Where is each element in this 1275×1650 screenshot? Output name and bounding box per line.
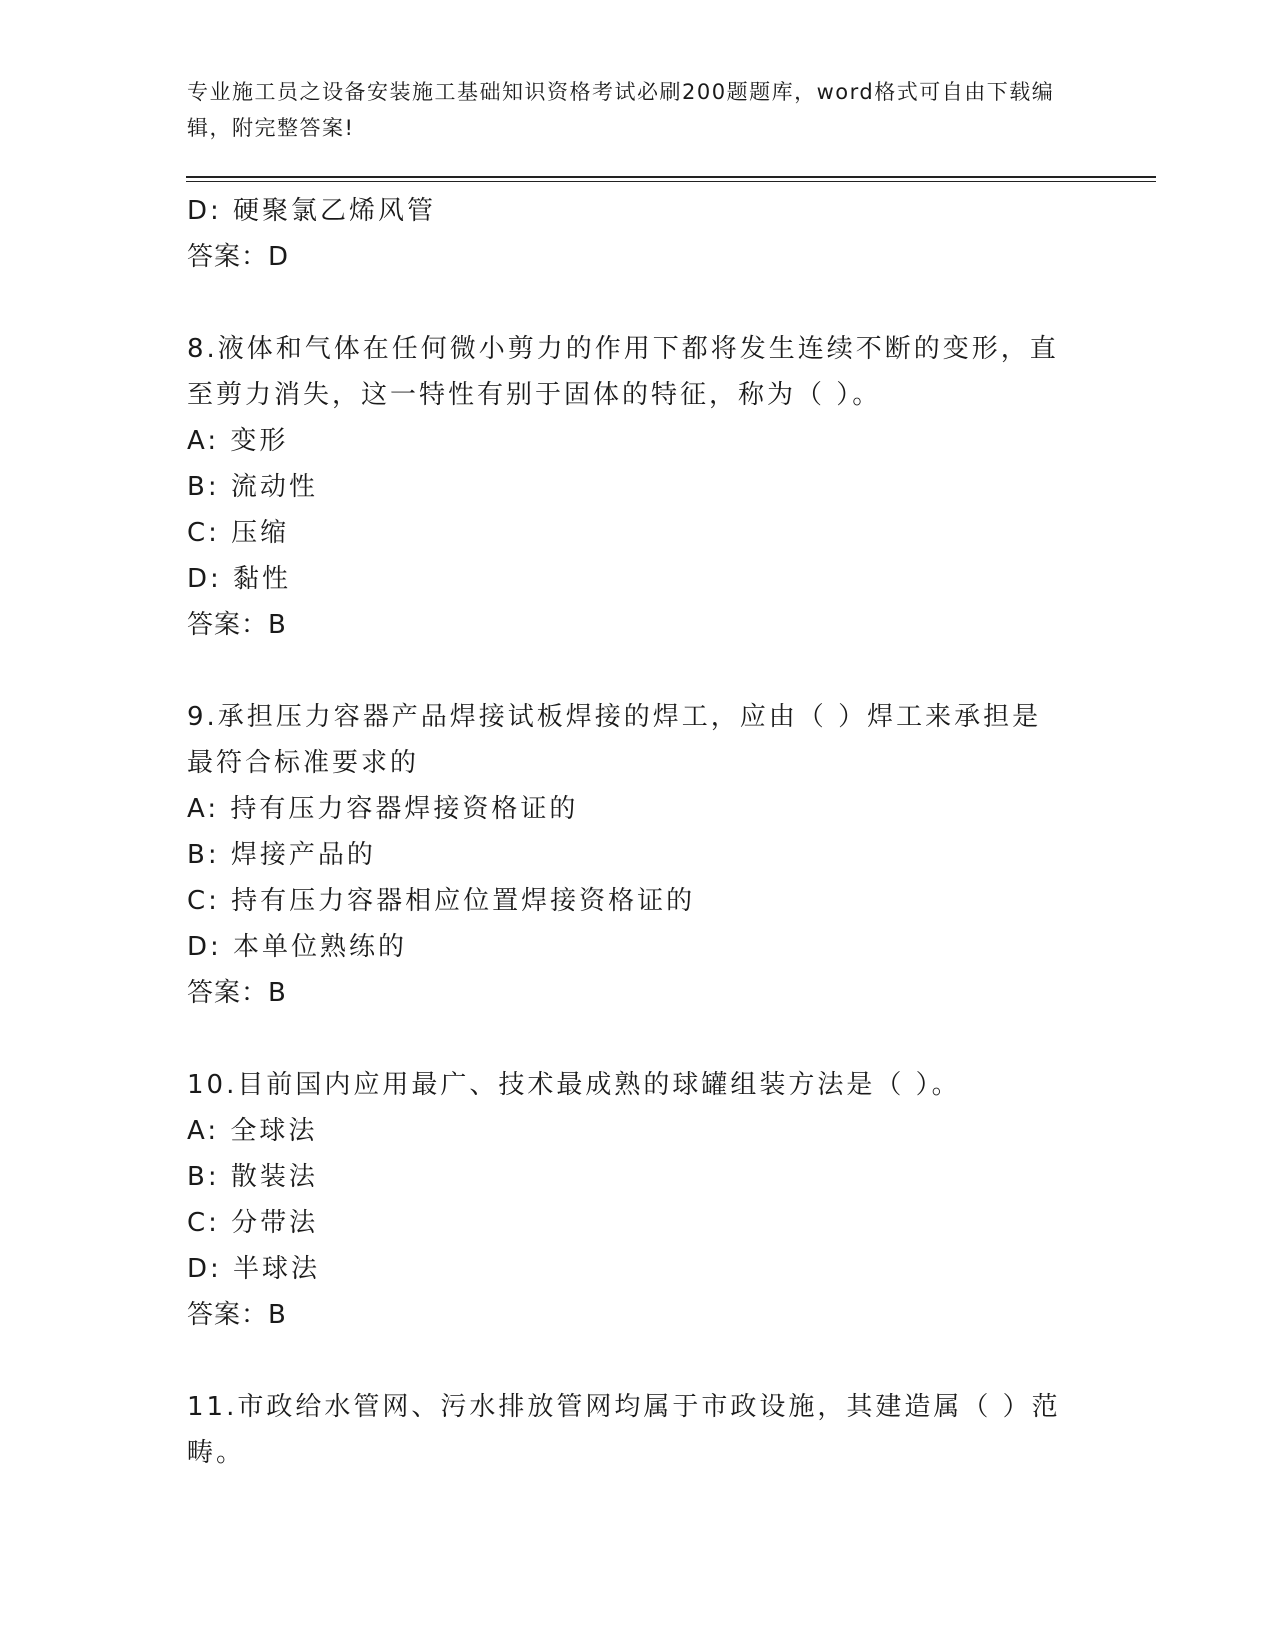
question-9-option-b: B: 焊接产品的 [187,840,376,870]
spacer [187,1338,1087,1384]
question-9-text: 9.承担压力容器产品焊接试板焊接的焊工，应由（ ）焊工来承担是最符合标准要求的 [187,702,1042,778]
question-10-option-a: A: 全球法 [187,1116,318,1146]
option-d: D: 硬聚氯乙烯风管 [187,196,437,226]
spacer [187,280,1087,326]
page-header: 专业施工员之设备安装施工基础知识资格考试必刷200题题库，word格式可自由下载编辑，附完整答案! [187,80,1055,140]
question-8-option-d: D: 黏性 [187,564,292,594]
question-10-option-d: D: 半球法 [187,1254,321,1284]
question-10-option-c: C: 分带法 [187,1208,319,1238]
spacer [187,648,1087,694]
answer: 答案：D [187,242,290,272]
document-body [187,188,1087,1476]
spacer [187,1016,1087,1062]
question-11-text: 11.市政给水管网、污水排放管网均属于市政设施，其建造属（ ）范畴。 [187,1392,1061,1468]
question-10-text: 10.目前国内应用最广、技术最成熟的球罐组装方法是（ ）。 [187,1070,961,1100]
question-8-answer: 答案：B [187,610,287,640]
question-9-option-a: A: 持有压力容器焊接资格证的 [187,794,579,824]
header-divider-thin [186,181,1156,182]
question-8-option-a: A: 变形 [187,426,289,456]
question-9-option-d: D: 本单位熟练的 [187,932,408,962]
question-8-text: 8.液体和气体在任何微小剪力的作用下都将发生连续不断的变形，直至剪力消失，这一特性有别于固体的特征，称为（ ）。 [187,334,1059,410]
question-9-option-c: C: 持有压力容器相应位置焊接资格证的 [187,886,696,916]
question-10-answer: 答案：B [187,1300,287,1330]
question-10-option-b: B: 散装法 [187,1162,318,1192]
question-8-option-b: B: 流动性 [187,472,318,502]
question-9-answer: 答案：B [187,978,287,1008]
question-8-option-c: C: 压缩 [187,518,290,548]
header-divider-thick [186,176,1156,178]
